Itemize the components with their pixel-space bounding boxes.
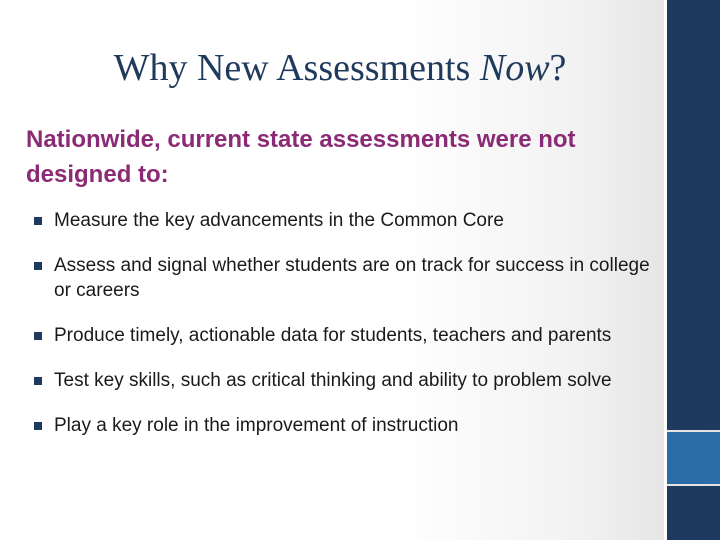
square-bullet-icon — [34, 217, 42, 225]
square-bullet-icon — [34, 422, 42, 430]
square-bullet-icon — [34, 332, 42, 340]
bullet-text: Produce timely, actionable data for students, teachers and parents — [54, 325, 612, 346]
bullet-item — [34, 368, 654, 393]
bullet-text: Assess and signal whether students are on track for success in college or careers — [54, 255, 650, 301]
bullet-item — [34, 253, 654, 303]
square-bullet-icon — [34, 377, 42, 385]
bullet-item — [34, 323, 654, 348]
bullet-item — [34, 413, 654, 438]
slide-subtitle: Nationwide, current state assessments were not designed to: — [26, 126, 576, 188]
bullet-list — [34, 208, 654, 458]
slide-title-prefix: Why New Assessments — [113, 47, 480, 89]
slide-title-suffix: ? — [549, 47, 567, 89]
slide-title-emphasis: Now — [479, 47, 550, 89]
slide-title — [20, 44, 660, 92]
sidebar-band-bottom — [667, 486, 720, 540]
square-bullet-icon — [34, 262, 42, 270]
bullet-item — [34, 208, 654, 233]
sidebar-band-top — [667, 0, 720, 430]
bullet-text: Play a key role in the improvement of instruction — [54, 415, 459, 436]
bullet-text: Measure the key advancements in the Common Core — [54, 210, 504, 231]
sidebar-band-accent — [667, 432, 720, 484]
bullet-text: Test key skills, such as critical thinking and ability to problem solve — [54, 370, 612, 391]
